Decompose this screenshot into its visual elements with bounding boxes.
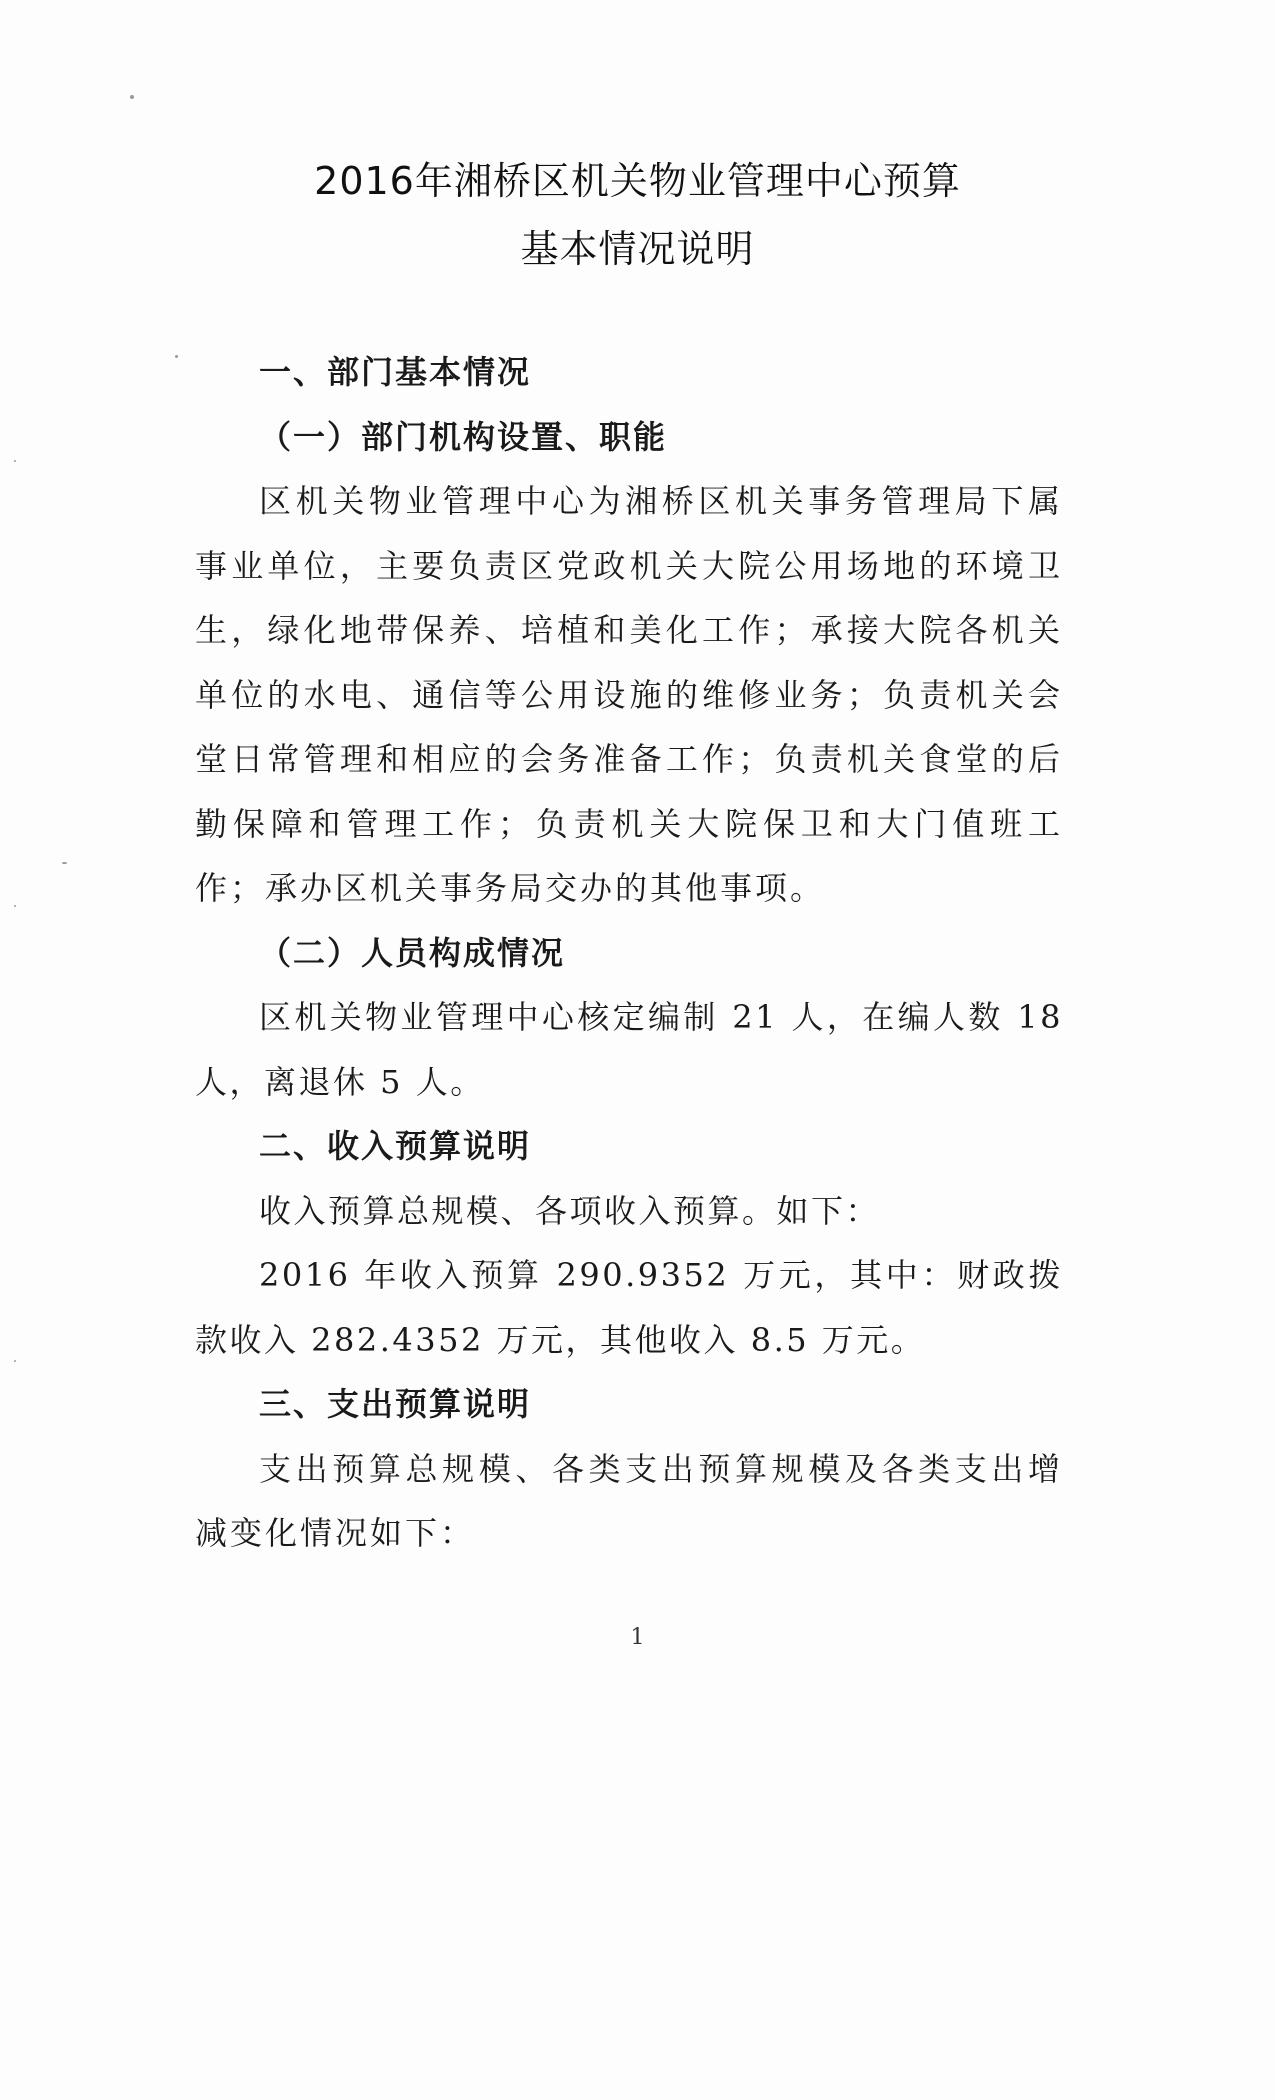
- section-3-paragraph: 支出预算总规模、各类支出预算规模及各类支出增减变化情况如下：: [195, 1449, 1063, 1552]
- page-number: 1: [630, 1625, 645, 1650]
- scan-speck: [175, 355, 178, 358]
- document-title-line-2: 基本情况说明: [520, 227, 755, 271]
- document-title-line-1: 2016年湘桥区机关物业管理中心预算: [314, 159, 961, 203]
- section-1-sub-1-paragraph: 区机关物业管理中心为湘桥区机关事务管理局下属事业单位，主要负责区党政机关大院公用场地的环境卫生，绿化地带保养、培植和美化工作；承接大院各机关单位的水电、通信等公用设施的维修业务；负责机关会堂日常管理和相应的会务准备工作；负责机关食堂的后勤保障和管理工作；负责机关大院保卫和大门值班工作；承办区机关事务局交办的其他事项。: [195, 482, 1063, 907]
- section-1-subheading-2: （二）人员构成情况: [259, 933, 566, 972]
- section-2-paragraph-1: 收入预算总规模、各项收入预算。如下：: [259, 1191, 881, 1230]
- section-3-heading: 三、支出预算说明: [259, 1385, 532, 1423]
- scan-speck: [14, 1360, 16, 1362]
- scan-speck: [130, 95, 134, 99]
- section-1-heading: 一、部门基本情况: [259, 353, 532, 391]
- scan-speck: [62, 862, 67, 864]
- section-2-heading: 二、收入预算说明: [259, 1127, 532, 1165]
- section-1-subheading-1: （一）部门机构设置、职能: [259, 417, 668, 456]
- section-2-paragraph-2: 2016 年收入预算 290.9352 万元，其中：财政拨款收入 282.4352 万元，其他收入 8.5 万元。: [195, 1256, 1063, 1359]
- section-1-sub-2-paragraph: 区机关物业管理中心核定编制 21 人，在编人数 18 人，离退休 5 人。: [195, 998, 1063, 1101]
- document-body: [195, 340, 1063, 1566]
- scan-speck: [14, 905, 16, 907]
- scan-speck: [14, 460, 16, 462]
